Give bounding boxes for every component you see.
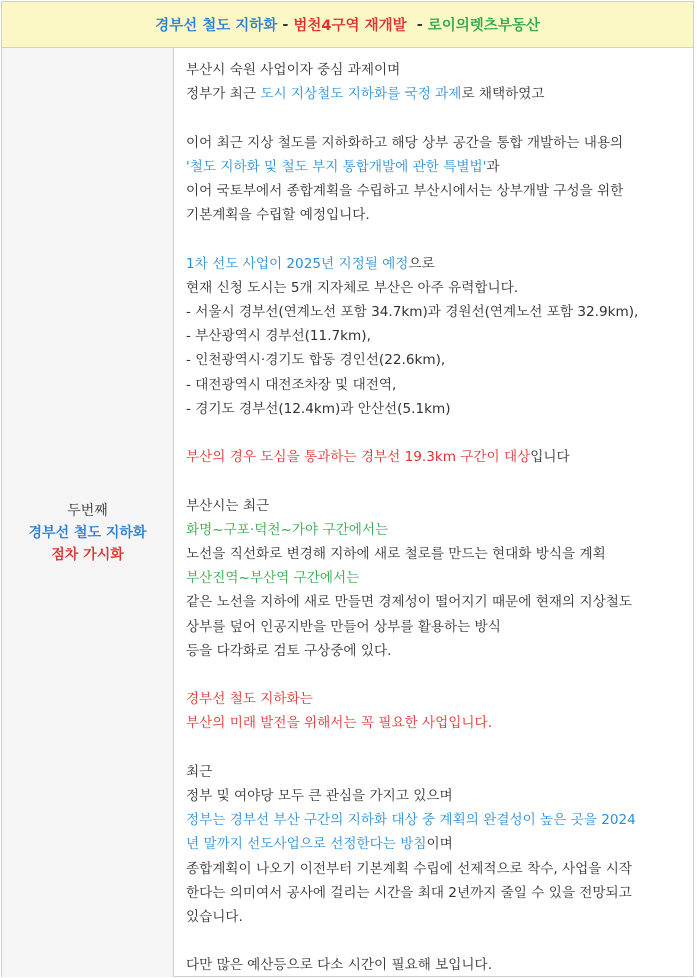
- highlight-blue: 정부는 경부선 부산 구간의 지하화 대상 중 계획의 완결성이 높은 곳을 2024: [186, 812, 636, 829]
- text-line: 다만 많은 예산등으로 다소 시간이 필요해 보입니다.: [186, 957, 493, 974]
- text-line: 현재 신청 도시는 5개 지자체로 부산은 아주 유력합니다.: [186, 279, 519, 296]
- spacer: [186, 736, 685, 760]
- text-line: [186, 445, 685, 469]
- row-label-title: 경부선 철도 지하화: [28, 524, 147, 541]
- text-span: 로 채택하였고: [461, 86, 545, 103]
- header-agency: 로이의렛츠부동산: [427, 18, 540, 34]
- highlight-blue: 년 말까지 선도사업으로 선정한다는 방침: [186, 836, 427, 853]
- text-span: 으로: [408, 255, 435, 272]
- text-line: 정부 및 여야당 모두 큰 관심을 가지고 있으며: [186, 788, 453, 804]
- text-span: 입니다: [530, 449, 570, 466]
- row-label-cell: [2, 48, 174, 977]
- text-line: [186, 252, 685, 276]
- text-span: 과: [486, 158, 500, 175]
- header-separator: -: [277, 16, 294, 33]
- row-content-cell: [174, 48, 693, 977]
- text-span: 이며: [426, 836, 453, 853]
- highlight-blue: '철도 지하화 및 철도 부지 통합개발에 관한 특별법': [186, 158, 487, 175]
- table-header: [2, 2, 693, 48]
- header-topic: 경부선 철도 지하화: [155, 18, 278, 34]
- text-line: - 서울시 경부선(연계노선 포함 34.7km)과 경원선(연계노선 포함 32.9km),: [186, 304, 639, 320]
- text-line: - 인천광역시·경기도 합동 경인선(22.6km),: [186, 352, 446, 369]
- highlight-red: 부산의 경우 도심을 통과하는 경부선 19.3km 구간이 대상: [186, 449, 531, 466]
- spacer: [186, 469, 685, 493]
- text-line: 종합계획이 나오기 이전부터 기본계획 수립에 선제적으로 착수, 사업을 시작: [186, 860, 632, 877]
- spacer: [186, 227, 685, 251]
- text-line: 있습니다.: [186, 909, 243, 926]
- text-span: 정부가 최근: [186, 86, 261, 103]
- text-line: 부산시 숙원 사업이자 중심 과제이며: [186, 62, 401, 78]
- info-table: [1, 1, 694, 977]
- text-line: 한다는 의미여서 공사에 걸리는 시간을 최대 2년까지 줄일 수 있을 전망되고: [186, 884, 632, 901]
- table-row: [2, 48, 693, 977]
- text-line: 같은 노선을 지하에 새로 만들면 경제성이 떨어지기 때문에 현재의 지상철도: [186, 594, 632, 611]
- text-line: 상부를 덮어 인공지반을 만들어 상부를 활용하는 방식: [186, 618, 501, 635]
- spacer: [186, 106, 685, 130]
- header-project: 범천4구역 재개발: [293, 18, 407, 34]
- text-line: 최근: [186, 763, 213, 780]
- spacer: [186, 421, 685, 445]
- text-line: - 부산광역시 경부선(11.7km),: [186, 328, 371, 345]
- row-label-subtitle: 점차 가시화: [51, 546, 124, 563]
- spacer: [186, 663, 685, 687]
- text-line: 등을 다각화로 검토 구상중에 있다.: [186, 642, 392, 659]
- text-line: [186, 155, 685, 179]
- highlight-green: 부산진역~부산역 구간에서는: [186, 570, 360, 587]
- text-line: - 대전광역시 대전조차장 및 대전역,: [186, 376, 397, 393]
- row-label-order: 두번째: [67, 502, 108, 519]
- text-line: [186, 832, 685, 856]
- text-line: 노선을 직선화로 변경해 지하에 새로 철로를 만드는 현대화 방식을 계획: [186, 546, 606, 562]
- text-line: 기본계획을 수립할 예정입니다.: [186, 207, 370, 224]
- highlight-blue: 도시 지상철도 지하화를 국정 과제: [260, 86, 462, 103]
- text-line: 부산시는 최근: [186, 497, 270, 514]
- text-line: 이어 국토부에서 종합계획을 수립하고 부산시에서는 상부개발 구성을 위한: [186, 183, 624, 199]
- highlight-red: 경부선 철도 지하화는: [186, 691, 313, 708]
- highlight-green: 화명~구포·덕천~가야 구간에서는: [186, 521, 389, 538]
- text-line: [186, 82, 685, 106]
- spacer: [186, 929, 685, 953]
- text-line: 이어 최근 지상 철도를 지하화하고 해당 상부 공간을 통합 개발하는 내용의: [186, 134, 624, 151]
- header-separator: -: [406, 16, 428, 33]
- text-line: - 경기도 경부선(12.4km)과 안산선(5.1km): [186, 400, 451, 417]
- highlight-blue: 1차 선도 사업이 2025년 지정될 예정: [186, 255, 409, 272]
- highlight-red: 부산의 미래 발전을 위해서는 꼭 필요한 사업입니다.: [186, 715, 493, 732]
